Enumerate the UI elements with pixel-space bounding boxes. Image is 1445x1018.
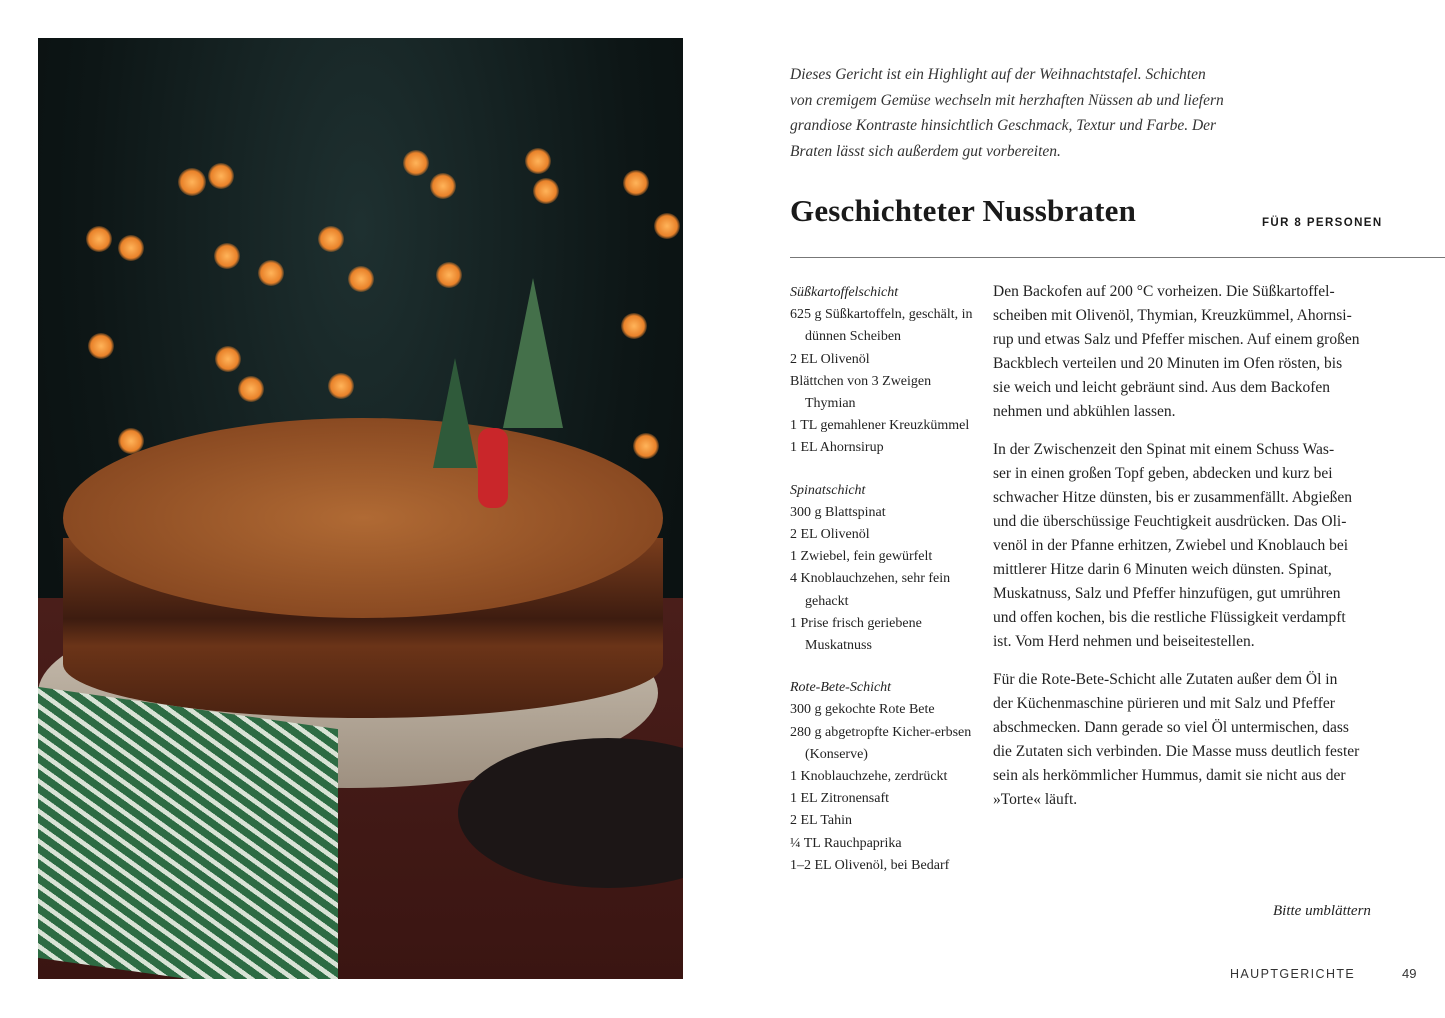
instruction-line: die Zutaten sich verbinden. Die Masse muss deutlich fester <box>993 743 1360 760</box>
recipe-title: Geschichteter Nussbraten <box>790 193 1137 228</box>
instruction-line: schwacher Hitze dünsten, bis er zusammenfällt. Abgießen <box>993 489 1352 506</box>
ingredient-list <box>790 282 980 877</box>
ingredient-group-heading: Süßkartoffelschicht <box>790 285 899 300</box>
instruction-line: Den Backofen auf 200 °C vorheizen. Die Süßkartoffel- <box>993 283 1335 300</box>
recipe-photo <box>38 38 683 979</box>
instruction-paragraph <box>993 438 1383 654</box>
instruction-line: und offen kochen, bis die restliche Flüssigkeit verdampft <box>993 609 1346 626</box>
instruction-line: Für die Rote-Bete-Schicht alle Zutaten außer dem Öl in <box>993 671 1338 688</box>
ingredient-item: 280 g abgetropfte Kicher-erbsen (Konserve) <box>790 724 972 762</box>
ingredient-item: Blättchen von 3 Zweigen Thymian <box>790 373 932 412</box>
ingredient-item: 1 EL Zitronensaft <box>790 791 890 807</box>
instruction-paragraph <box>993 280 1383 424</box>
instruction-line: sein als herkömmlicher Hummus, damit sie nicht aus der <box>993 767 1346 784</box>
instruction-line: In der Zwischenzeit den Spinat mit einem Schuss Was- <box>993 441 1335 458</box>
ingredient-item: 1–2 EL Olivenöl, bei Bedarf <box>790 857 950 873</box>
turn-page-note: Bitte umblättern <box>1273 903 1371 919</box>
instruction-line: nehmen und abkühlen lassen. <box>993 403 1176 420</box>
instruction-line: rup und etwas Salz und Pfeffer mischen. Auf einem großen <box>993 331 1360 348</box>
ingredient-item: 1 Knoblauchzehe, zerdrückt <box>790 769 948 785</box>
ingredient-item: 300 g Blattspinat <box>790 504 886 520</box>
instruction-line: Backblech verteilen und 20 Minuten im Ofen rösten, bis <box>993 355 1343 372</box>
ingredient-item: 300 g gekochte Rote Bete <box>790 702 935 718</box>
ingredient-item: 2 EL Tahin <box>790 813 853 829</box>
instruction-line: mittlerer Hitze darin 6 Minuten weich dünsten. Spinat, <box>993 561 1332 578</box>
instruction-line: scheiben mit Olivenöl, Thymian, Kreuzkümmel, Ahornsi- <box>993 307 1352 324</box>
instruction-line: und die überschüssige Feuchtigkeit ausdrücken. Das Oli- <box>993 513 1347 530</box>
divider <box>790 257 1445 258</box>
instructions <box>993 280 1383 826</box>
ingredient-item: 2 EL Olivenöl <box>790 351 870 367</box>
ingredient-item: 1 Prise frisch geriebene Muskatnuss <box>790 615 922 654</box>
page-number: 49 <box>1402 966 1417 981</box>
ingredient-item: 1 TL gemahlener Kreuzkümmel <box>790 418 970 434</box>
instruction-line: ser in einen großen Topf geben, abdecken und kurz bei <box>993 465 1333 482</box>
instruction-line: Muskatnuss, Salz und Pfeffer hinzufügen, gut umrühren <box>993 585 1341 602</box>
ingredient-group-heading: Spinatschicht <box>790 482 866 498</box>
instruction-line: abschmecken. Dann gerade so viel Öl untermischen, dass <box>993 719 1349 736</box>
section-name: HAUPTGERICHTE <box>1230 967 1356 981</box>
servings: FÜR 8 PERSONEN <box>1262 217 1383 229</box>
ingredient-item: 1 EL Ahornsirup <box>790 440 884 456</box>
instruction-paragraph <box>993 668 1383 812</box>
instruction-line: der Küchenmaschine pürieren und mit Salz und Pfeffer <box>993 695 1335 712</box>
instruction-line: sie weich und leicht gebräunt sind. Aus dem Backofen <box>993 379 1331 396</box>
instruction-line: venöl in der Pfanne erhitzen, Zwiebel und Knoblauch bei <box>993 537 1349 554</box>
instruction-line: »Torte« läuft. <box>993 791 1078 808</box>
instruction-line: ist. Vom Herd nehmen und beiseitestellen. <box>993 633 1255 650</box>
ingredient-item: 4 Knoblauchzehen, sehr fein gehackt <box>790 571 951 609</box>
recipe-intro: Dieses Gericht ist ein Highlight auf der Weihnachtstafel. Schichten von cremigem Gemüse wechseln mit herzhaften Nüssen ab und liefern grandiose Kontraste hinsichtlich Geschmack, Textur und Farbe. Der Braten lässt sich außerdem gut vorbereiten. <box>790 66 1224 161</box>
ingredient-item: ¼ TL Rauchpaprika <box>790 835 902 851</box>
ingredient-item: 1 Zwiebel, fein gewürfelt <box>790 549 933 565</box>
ingredient-item: 2 EL Olivenöl <box>790 527 870 543</box>
ingredient-item: 625 g Süßkartoffeln, geschält, in dünnen Scheiben <box>790 307 973 345</box>
ingredient-group-heading: Rote-Bete-Schicht <box>790 680 892 696</box>
